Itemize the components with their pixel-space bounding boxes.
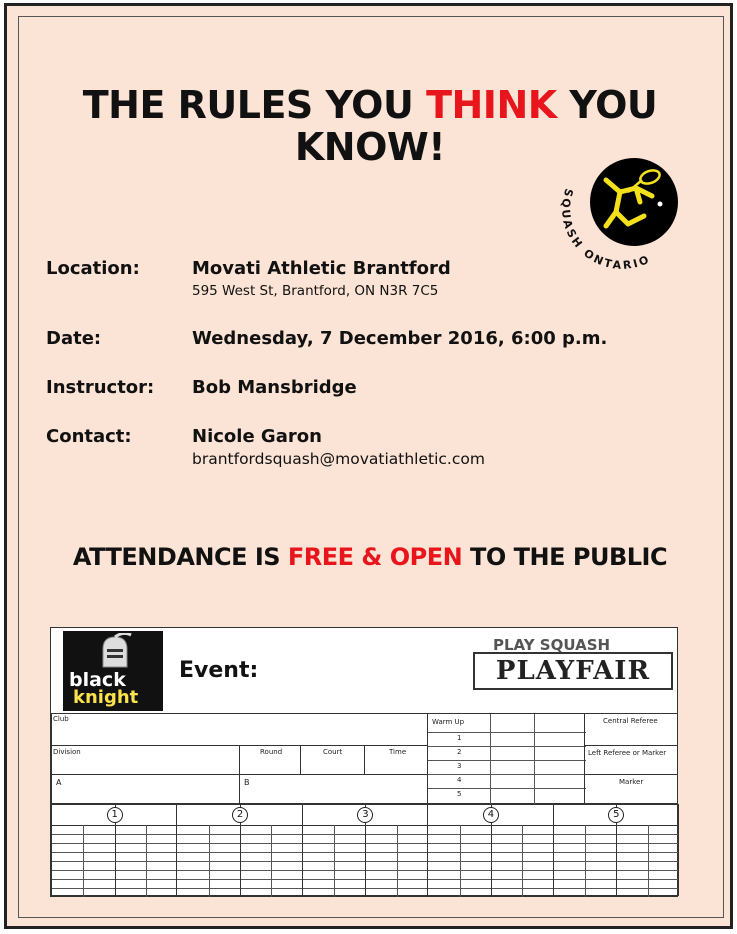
brand-line1: black: [69, 669, 126, 691]
warm-row-3: 3: [457, 762, 462, 770]
warm-row-1: 1: [457, 734, 462, 742]
attendance-banner: [20, 543, 720, 571]
marker-cell[interactable]: [584, 774, 678, 804]
warm-row-4: 4: [457, 776, 462, 784]
round-cell[interactable]: [239, 745, 301, 775]
round-label: Round: [260, 748, 283, 756]
player-a-label: A: [56, 778, 62, 787]
instructor-value: Bob Mansbridge: [192, 377, 357, 398]
logo-disc: [590, 158, 678, 246]
time-label: Time: [389, 748, 407, 756]
game-number: 4: [483, 807, 499, 823]
headline-part1: THE RULES YOU: [82, 83, 427, 127]
event-label: Event:: [179, 658, 259, 683]
game-block[interactable]: [427, 804, 553, 896]
warm-row-5: 5: [457, 790, 462, 798]
player-b-label: B: [244, 778, 250, 787]
black-knight-logo: [63, 631, 163, 711]
warm-up-block[interactable]: [427, 713, 585, 804]
central-referee-label: Central Referee: [603, 717, 658, 725]
court-label: Court: [323, 748, 343, 756]
warm-row-2: 2: [457, 748, 462, 756]
game-block[interactable]: [553, 804, 679, 896]
banner-highlight: FREE & OPEN: [287, 543, 463, 571]
game-number: 3: [357, 807, 373, 823]
division-label: Division: [53, 748, 81, 756]
headline-part2: YOU: [556, 83, 658, 127]
squash-ontario-logo: [556, 140, 692, 276]
banner-part2: TO THE PUBLIC: [462, 543, 668, 571]
logo-text: SQUASH ONTARIO: [558, 187, 653, 273]
date-label: Date:: [46, 328, 102, 349]
brand-line2: knight: [73, 687, 139, 708]
game-number: 2: [232, 807, 248, 823]
game-number: 5: [608, 807, 624, 823]
central-referee-cell[interactable]: [584, 713, 678, 746]
time-cell[interactable]: [364, 745, 428, 775]
player-b-cell[interactable]: [239, 774, 428, 804]
court-cell[interactable]: [300, 745, 365, 775]
club-cell[interactable]: [51, 713, 428, 746]
game-number: 1: [107, 807, 123, 823]
left-referee-cell[interactable]: [584, 745, 678, 775]
contact-value: Nicole Garon: [192, 426, 322, 447]
date-value: Wednesday, 7 December 2016, 6:00 p.m.: [192, 328, 608, 349]
headline-highlight: THINK: [426, 83, 557, 127]
club-label: Club: [53, 715, 69, 723]
banner-part1: ATTENDANCE IS: [72, 543, 288, 571]
division-cell[interactable]: [51, 745, 240, 775]
contact-label: Contact:: [46, 426, 132, 447]
headline-line2: KNOW!: [294, 125, 446, 169]
player-a-cell[interactable]: [51, 774, 240, 804]
warm-up-label: Warm Up: [432, 718, 465, 726]
game-block[interactable]: [51, 804, 177, 896]
location-address: 595 West St, Brantford, ON N3R 7C5: [192, 283, 439, 299]
knight-helmet-icon: [93, 633, 133, 669]
game-block[interactable]: [176, 804, 302, 896]
marker-label: Marker: [619, 778, 644, 786]
left-referee-label: Left Referee or Marker: [588, 749, 667, 757]
instructor-label: Instructor:: [46, 377, 155, 398]
location-value: Movati Athletic Brantford: [192, 258, 451, 279]
location-label: Location:: [46, 258, 140, 279]
playfair-top: PLAY SQUASH: [493, 636, 611, 654]
contact-email[interactable]: brantfordsquash@movatiathletic.com: [192, 450, 485, 468]
game-block[interactable]: [302, 804, 428, 896]
scoresheet: [50, 627, 678, 897]
playfair-stamp: PLAYFAIR: [473, 652, 673, 690]
